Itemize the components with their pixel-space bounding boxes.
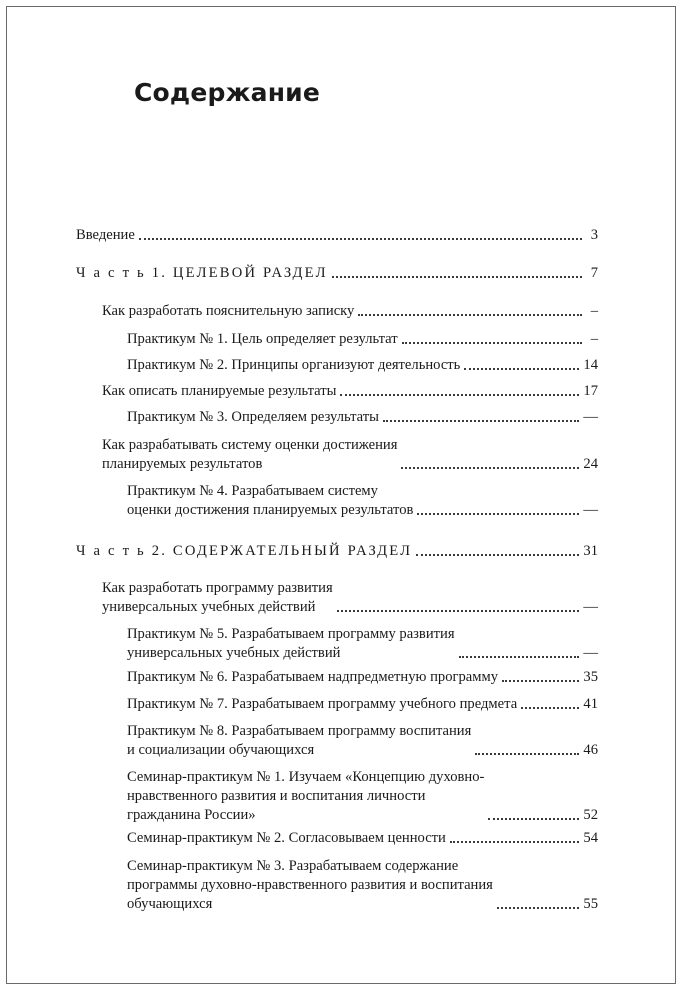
toc-entry-uud-program[interactable] (76, 579, 598, 617)
toc-entry-text: Как описать планируемые результаты (102, 383, 337, 399)
toc-page-number: 14 (583, 357, 598, 373)
toc-page-number: — (583, 502, 598, 518)
dot-leader (464, 368, 579, 370)
toc-entry-part-2[interactable] (76, 542, 598, 561)
toc-entry-practicum-8[interactable] (76, 722, 598, 760)
toc-entry-text: Практикум № 4. Разрабатываем систему (127, 483, 378, 499)
toc-page-number: – (590, 331, 598, 347)
toc-page-number: — (583, 409, 598, 425)
dot-leader (417, 513, 579, 515)
toc-entry-text: универсальных учебных действий (102, 599, 316, 615)
toc-page-number: 7 (590, 265, 598, 281)
toc-entry-introduction[interactable] (76, 226, 598, 245)
toc-entry-seminar-3[interactable] (76, 857, 598, 914)
toc-entry-explanatory-note[interactable] (76, 302, 598, 321)
toc-entry-text: Как разработать пояснительную записку (102, 303, 355, 319)
dot-leader (502, 680, 579, 682)
toc-entry-text: Практикум № 8. Разрабатываем программу воспитания (127, 723, 472, 739)
toc-page-number: 41 (583, 696, 598, 712)
toc-entry-text: планируемых результатов (102, 456, 263, 472)
toc-entry-practicum-3[interactable] (76, 408, 598, 427)
dot-leader (497, 907, 580, 909)
toc-entry-text: Практикум № 6. Разрабатываем надпредметную программу (127, 669, 499, 685)
toc-entry-text: Введение (76, 227, 135, 243)
toc-entry-text: и социализации обучающихся (127, 742, 315, 758)
dot-leader (459, 656, 580, 658)
toc-entry-text: Практикум № 2. Принципы организуют деятельность (127, 357, 461, 373)
toc-entry-practicum-7[interactable] (76, 695, 598, 714)
toc-page-number: 46 (583, 742, 598, 758)
toc-page-number: 35 (583, 669, 598, 685)
toc-entry-text: Семинар-практикум № 3. Разрабатываем содержание (127, 858, 459, 874)
toc-entry-text: универсальных учебных действий (127, 645, 341, 661)
toc-page-number: 17 (583, 383, 598, 399)
dot-leader (358, 314, 582, 316)
toc-entry-practicum-4[interactable] (76, 482, 598, 520)
page-title: Содержание (134, 78, 321, 107)
toc-entry-text: программы духовно-нравственного развития и воспитания (127, 877, 493, 893)
dot-leader (402, 342, 582, 344)
toc-entry-part-1[interactable] (76, 264, 598, 283)
toc-entry-practicum-5[interactable] (76, 625, 598, 663)
toc-page-number: 3 (590, 227, 598, 243)
toc-entry-text: нравственного развития и воспитания личности (127, 788, 426, 804)
toc-entry-planned-results[interactable] (76, 382, 598, 401)
dot-leader (475, 753, 579, 755)
dot-leader (340, 394, 579, 396)
toc-page-number: 31 (583, 543, 598, 559)
toc-entry-seminar-2[interactable] (76, 829, 598, 848)
toc-entry-text: оценки достижения планируемых результатов (127, 502, 414, 518)
toc-entry-text: Семинар-практикум № 1. Изучаем «Концепцию духовно- (127, 769, 485, 785)
toc-page-number: 55 (583, 896, 598, 912)
toc-entry-text: обучающихся (127, 896, 213, 912)
toc-page-number: — (583, 599, 598, 615)
toc-entry-seminar-1[interactable] (76, 768, 598, 825)
toc-entry-text: Практикум № 1. Цель определяет результат (127, 331, 398, 347)
toc-page-number: – (590, 303, 598, 319)
toc-entry-text: Как разработать программу развития (102, 580, 333, 596)
toc-entry-text: Ч а с т ь 2. СОДЕРЖАТЕЛЬНЫЙ РАЗДЕЛ (76, 543, 413, 559)
dot-leader (139, 238, 582, 240)
dot-leader (416, 554, 579, 556)
toc-page-number: 52 (583, 807, 598, 823)
toc-entry-text: Практикум № 3. Определяем результаты (127, 409, 379, 425)
dot-leader (337, 610, 580, 612)
dot-leader (521, 707, 579, 709)
toc-page-number: 24 (583, 456, 598, 472)
toc-entry-text: гражданина России» (127, 807, 256, 823)
dot-leader (332, 276, 582, 278)
toc-entry-practicum-2[interactable] (76, 356, 598, 375)
toc-entry-practicum-1[interactable] (76, 330, 598, 349)
dot-leader (383, 420, 579, 422)
dot-leader (450, 841, 580, 843)
dot-leader (401, 467, 579, 469)
toc-page-number: 54 (583, 830, 598, 846)
toc-entry-text: Как разрабатывать систему оценки достижения (102, 437, 398, 453)
toc-entry-text: Практикум № 5. Разрабатываем программу развития (127, 626, 455, 642)
toc-page-number: — (583, 645, 598, 661)
dot-leader (488, 818, 579, 820)
toc-entry-text: Практикум № 7. Разрабатываем программу учебного предмета (127, 696, 518, 712)
toc-entry-assessment-system[interactable] (76, 436, 598, 474)
toc-entry-text: Ч а с т ь 1. ЦЕЛЕВОЙ РАЗДЕЛ (76, 265, 328, 281)
toc-entry-practicum-6[interactable] (76, 668, 598, 687)
toc-entry-text: Семинар-практикум № 2. Согласовываем ценности (127, 830, 446, 846)
